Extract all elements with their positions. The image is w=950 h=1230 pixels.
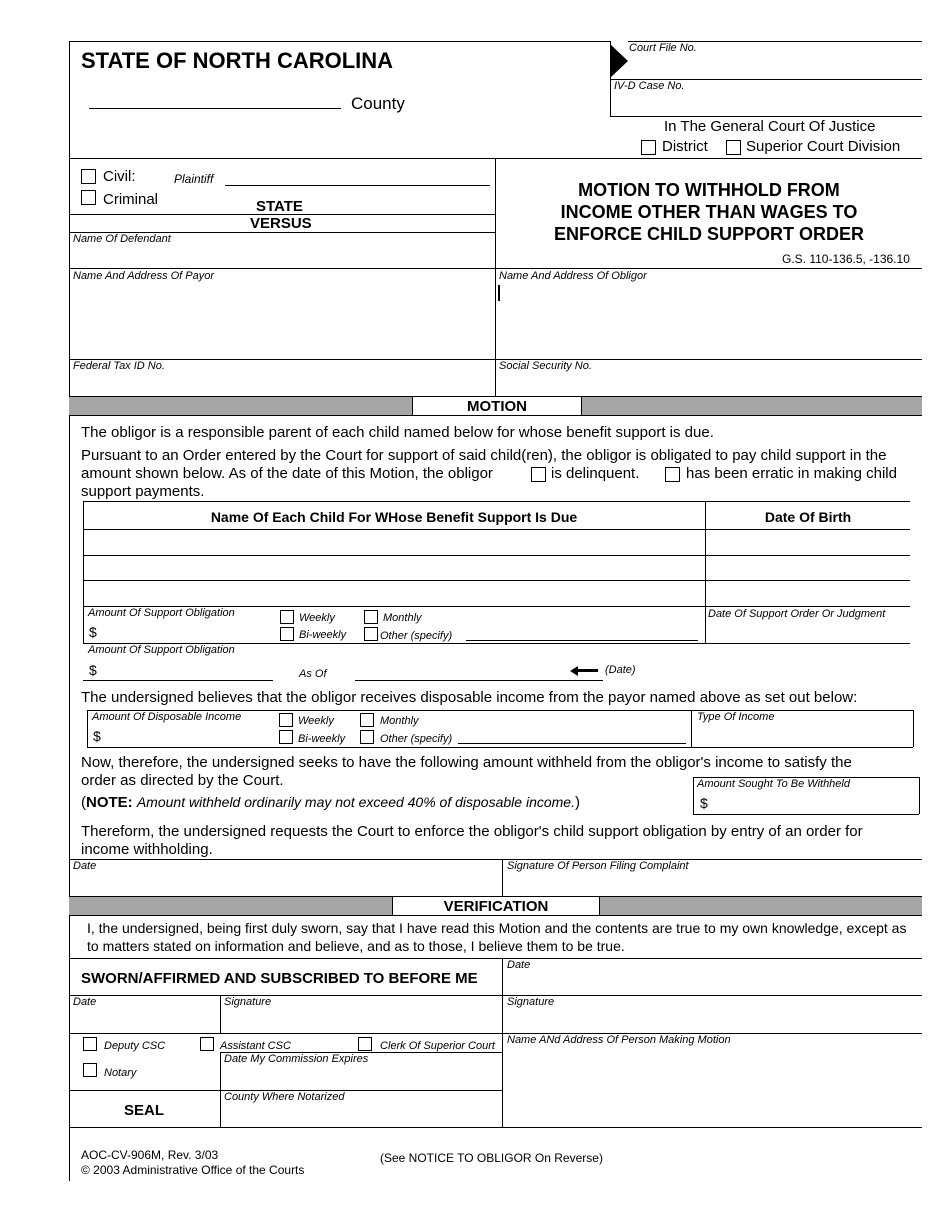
motion-p2b: amount shown below. As of the date of this Motion, the obligor bbox=[81, 465, 493, 482]
other-checkbox[interactable] bbox=[360, 730, 374, 744]
left-border bbox=[69, 41, 70, 1181]
sought-right bbox=[919, 777, 920, 814]
biweekly-checkbox[interactable] bbox=[280, 627, 294, 641]
court-name: In The General Court Of Justice bbox=[664, 118, 876, 135]
civil-checkbox[interactable] bbox=[81, 169, 96, 184]
notary-label: Notary bbox=[104, 1067, 137, 1079]
note-label: NOTE: bbox=[86, 794, 133, 811]
other-specify-line[interactable] bbox=[466, 640, 698, 641]
plaintiff-label: Plaintiff bbox=[174, 172, 214, 186]
plaintiff-line[interactable] bbox=[225, 185, 490, 186]
income-bottom bbox=[87, 747, 913, 748]
left-date-label: Date bbox=[73, 996, 97, 1008]
state-title: STATE OF NORTH CAROLINA bbox=[81, 48, 394, 73]
dollar-sign: $ bbox=[700, 795, 708, 811]
right-signature-label: Signature bbox=[507, 996, 555, 1008]
amount-line[interactable] bbox=[83, 680, 273, 681]
copyright: © 2003 Administrative Office of the Courts bbox=[81, 1163, 305, 1177]
notary-checkbox[interactable] bbox=[83, 1063, 97, 1077]
weekly-checkbox[interactable] bbox=[280, 610, 294, 624]
as-of-line[interactable] bbox=[355, 680, 603, 681]
col-dob-header: Date Of Birth bbox=[764, 509, 852, 525]
table-row[interactable] bbox=[83, 555, 910, 556]
left-signature-label: Signature bbox=[224, 996, 272, 1008]
erratic-label: has been erratic in making child bbox=[686, 465, 897, 482]
date-sig-top bbox=[69, 859, 922, 860]
sworn-divider bbox=[502, 958, 503, 1128]
payor-bottom-line bbox=[69, 359, 922, 360]
commission-label: Date My Commission Expires bbox=[224, 1053, 369, 1065]
title-line2: INCOME OTHER THAN WAGES TO bbox=[560, 202, 858, 222]
verification-p1a: I, the undersigned, being first duly sworn, say that I have read this Motion and the contents are true to my own knowledge, except as bbox=[87, 920, 907, 936]
arrow-shaft bbox=[577, 669, 598, 672]
statute: G.S. 110-136.5, -136.10 bbox=[782, 252, 910, 266]
table-top bbox=[83, 501, 910, 502]
motion-p3: The undersigned believes that the obligor receives disposable income from the payor named above as set out below: bbox=[81, 689, 858, 706]
sworn-row-line bbox=[69, 995, 922, 996]
district-checkbox[interactable] bbox=[641, 140, 656, 155]
date-sig-divider bbox=[502, 859, 503, 896]
income-mid bbox=[691, 710, 692, 747]
sought-bottom bbox=[693, 814, 919, 815]
motion-p1: The obligor is a responsible parent of each child named below for whose benefit support is due. bbox=[81, 424, 714, 441]
title-line1: MOTION TO WITHHOLD FROM bbox=[578, 180, 840, 200]
obligor-label: Name And Address Of Obligor bbox=[499, 270, 647, 282]
motion-p5b: income withholding. bbox=[81, 841, 213, 858]
ssn-label: Social Security No. bbox=[499, 360, 592, 372]
criminal-checkbox[interactable] bbox=[81, 190, 96, 205]
date-arrow-label: (Date) bbox=[605, 664, 636, 676]
defendant-bottom-line bbox=[69, 268, 922, 269]
superior-label: Superior Court Division bbox=[746, 138, 901, 155]
title-line3: ENFORCE CHILD SUPPORT ORDER bbox=[553, 224, 865, 244]
assistant-label: Assistant CSC bbox=[220, 1040, 291, 1052]
motion-p4a: Now, therefore, the undersigned seeks to have the following amount withheld from the obligor's income to satisfy the bbox=[81, 754, 852, 771]
weekly-label: Weekly bbox=[298, 715, 334, 727]
county-notarized-label: County Where Notarized bbox=[224, 1091, 345, 1103]
versus-label: VERSUS bbox=[250, 215, 312, 232]
county-label: County bbox=[351, 94, 405, 113]
clerk-checkbox[interactable] bbox=[358, 1037, 372, 1051]
notice: (See NOTICE TO OBLIGOR On Reverse) bbox=[380, 1151, 603, 1165]
tax-label: Federal Tax ID No. bbox=[73, 360, 165, 372]
motion-p2c: support payments. bbox=[81, 483, 205, 500]
district-label: District bbox=[662, 138, 708, 155]
dollar-sign: $ bbox=[93, 728, 101, 744]
assistant-checkbox[interactable] bbox=[200, 1037, 214, 1051]
civil-label: Civil: bbox=[103, 168, 136, 185]
monthly-label: Monthly bbox=[380, 715, 419, 727]
date-sig-v bbox=[220, 995, 221, 1033]
deputy-label: Deputy CSC bbox=[104, 1040, 166, 1052]
type-income-label: Type Of Income bbox=[697, 711, 775, 723]
motion-p4b: order as directed by the Court. bbox=[81, 772, 284, 789]
motion-p2a: Pursuant to an Order entered by the Court for support of said child(ren), the obligor is obligated to pay child support in the bbox=[81, 447, 887, 464]
monthly-checkbox[interactable] bbox=[360, 713, 374, 727]
superior-checkbox[interactable] bbox=[726, 140, 741, 155]
clerk-label: Clerk Of Superior Court bbox=[380, 1040, 495, 1052]
name-address-label: Name ANd Address Of Person Making Motion bbox=[507, 1034, 731, 1046]
delinquent-label: is delinquent. bbox=[551, 465, 640, 482]
court-file-label: Court File No. bbox=[629, 42, 697, 54]
arrow-marker-icon bbox=[610, 44, 628, 78]
verification-p1b: to matters stated on information and believe, and as to those, I believe them to be true. bbox=[87, 938, 625, 954]
as-of-label: As Of bbox=[299, 668, 327, 680]
note: (NOTE: Amount withheld ordinarily may not exceed 40% of disposable income.) bbox=[81, 794, 580, 811]
county-line[interactable] bbox=[89, 108, 341, 109]
other-label: Other (specify) bbox=[380, 630, 453, 642]
titles-row-line bbox=[69, 1033, 922, 1034]
form-bottom-line bbox=[69, 1127, 922, 1128]
income-left bbox=[87, 710, 88, 747]
delinquent-checkbox[interactable] bbox=[531, 467, 546, 482]
table-row[interactable] bbox=[83, 529, 910, 530]
col-child-header: Name Of Each Child For WHose Benefit Support Is Due bbox=[210, 509, 578, 525]
form-number: AOC-CV-906M, Rev. 3/03 bbox=[81, 1148, 219, 1162]
state-party: STATE bbox=[256, 198, 303, 215]
sworn-top bbox=[69, 958, 922, 959]
dollar-sign: $ bbox=[89, 624, 97, 640]
date-label: Date bbox=[73, 860, 97, 872]
amount-support-label: Amount Of Support Obligation bbox=[88, 607, 235, 619]
biweekly-checkbox[interactable] bbox=[279, 730, 293, 744]
criminal-label: Criminal bbox=[103, 191, 159, 208]
weekly-checkbox[interactable] bbox=[279, 713, 293, 727]
right-date-label: Date bbox=[507, 959, 531, 971]
amount-support2-label: Amount Of Support Obligation bbox=[88, 644, 235, 656]
signature-filing-label: Signature Of Person Filing Complaint bbox=[507, 860, 689, 872]
seal-label: SEAL bbox=[124, 1102, 165, 1119]
monthly-label: Monthly bbox=[383, 612, 422, 624]
ivd-line[interactable] bbox=[610, 116, 922, 117]
payor-label: Name And Address Of Payor bbox=[73, 270, 215, 282]
motion-p5a: Thereform, the undersigned requests the Court to enforce the obligor's child support obligation by entry of an order for bbox=[81, 823, 863, 840]
table-row[interactable] bbox=[83, 580, 910, 581]
dollar-sign: $ bbox=[89, 662, 97, 678]
deputy-checkbox[interactable] bbox=[83, 1037, 97, 1051]
cursor-mark bbox=[498, 285, 500, 301]
verification-heading: VERIFICATION bbox=[392, 896, 600, 916]
biweekly-label: Bi-weekly bbox=[298, 733, 346, 745]
income-right bbox=[913, 710, 914, 747]
date-order-label: Date Of Support Order Or Judgment bbox=[708, 608, 886, 620]
motion-heading: MOTION bbox=[412, 396, 582, 416]
defendant-label: Name Of Defendant bbox=[73, 233, 171, 245]
biweekly-label: Bi-weekly bbox=[299, 629, 347, 641]
other-checkbox[interactable] bbox=[364, 627, 378, 641]
note-text: Amount withheld ordinarily may not exceed 40% of disposable income. bbox=[136, 794, 575, 810]
top-border bbox=[69, 41, 610, 42]
sought-left bbox=[693, 777, 694, 814]
weekly-label: Weekly bbox=[299, 612, 335, 624]
disposable-label: Amount Of Disposable Income bbox=[92, 711, 242, 723]
ivd-label: IV-D Case No. bbox=[614, 80, 685, 92]
sworn-title: SWORN/AFFIRMED AND SUBSCRIBED TO BEFORE ME bbox=[81, 970, 478, 987]
other-specify-line[interactable] bbox=[458, 743, 686, 744]
amount-sought-label: Amount Sought To Be Withheld bbox=[697, 778, 850, 790]
monthly-checkbox[interactable] bbox=[364, 610, 378, 624]
other-label: Other (specify) bbox=[380, 733, 453, 745]
erratic-checkbox[interactable] bbox=[665, 467, 680, 482]
